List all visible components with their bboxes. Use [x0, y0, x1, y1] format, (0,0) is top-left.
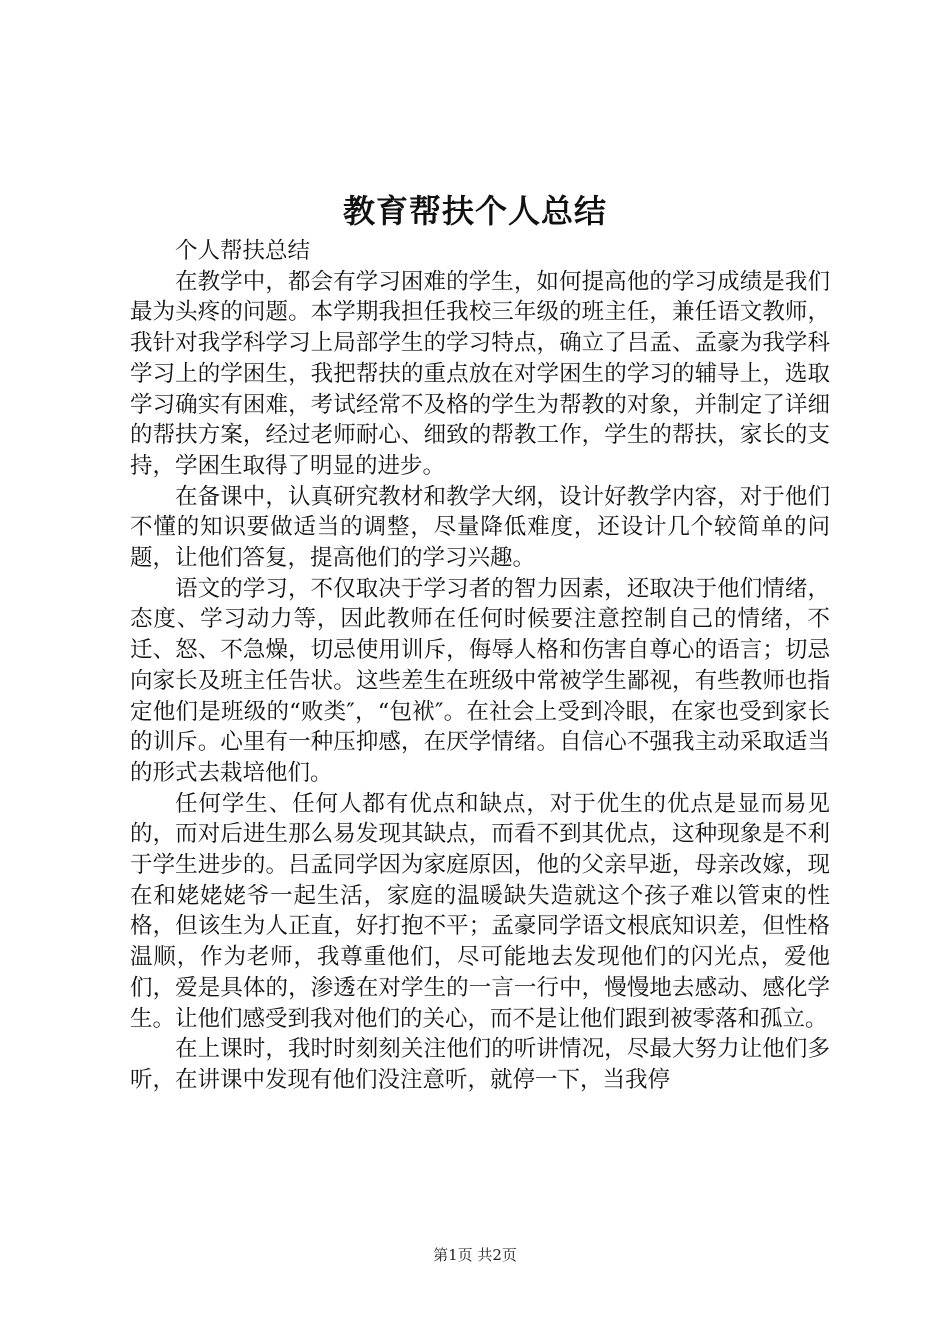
subtitle-paragraph: 个人帮扶总结: [175, 238, 311, 264]
page-footer: 第1页 共2页: [433, 1246, 517, 1264]
document-title: 教育帮扶个人总结: [342, 192, 607, 230]
body-paragraph: 任何学生、任何人都有优点和缺点，对于优生的优点是显而易见的，而对后进生那么易发现其缺点，而看不到其优点，这种现象是不利于学生进步的。吕孟同学因为家庭原因，他的父亲早逝，母亲改嫁，现在和姥姥姥爷一起生活，家庭的温暖缺失造就这个孩子难以管束的性格，但该生为人正直，好打抱不平；孟豪同学语文根底知识差，但性格温顺，作为老师，我尊重他们，尽可能地去发现他们的闪光点，爱他们，爱是具体的，渗透在对学生的一言一行中，慢慢地去感动、感化学生。让他们感受到我对他们的关心，而不是让他们跟到被零落和孤立。: [130, 790, 830, 1032]
document-body: [130, 236, 830, 1096]
body-paragraph: 在备课中，认真研究教材和教学大纲，设计好教学内容，对于他们不懂的知识要做适当的调整，尽量降低难度，还设计几个较简单的问题，让他们答复，提高他们的学习兴趣。: [130, 483, 830, 572]
body-paragraph: 在教学中，都会有学习困难的学生，如何提高他的学习成绩是我们最为头疼的问题。本学期我担任我校三年级的班主任，兼任语文教师，我针对我学科学习上局部学生的学习特点，确立了吕孟、孟豪为我学科学习上的学困生，我把帮扶的重点放在对学困生的学习的辅导上，选取学习确实有困难，考试经常不及格的学生为帮教的对象，并制定了详细的帮扶方案，经过老师耐心、细致的帮教工作，学生的帮扶，家长的支持，学困生取得了明显的进步。: [130, 268, 830, 479]
body-paragraph: 在上课时，我时时刻刻关注他们的听讲情况，尽最大努力让他们多听，在讲课中发现有他们没注意听，就停一下，当我停: [130, 1036, 830, 1093]
body-paragraph: 语文的学习，不仅取决于学习者的智力因素，还取决于他们情绪，态度、学习动力等，因此教师在任何时候要注意控制自己的情绪，不迁、怒、不急燥，切忌使用训斥，侮辱人格和伤害自尊心的语言；切忌向家长及班主任告状。这些差生在班级中常被学生鄙视，有些教师也指定他们是班级的“败类″，“包袱″。在社会上受到冷眼，在家也受到家长的训斥。心里有一种压抑感，在厌学情绪。自信心不强我主动采取适当的形式去栽培他们。: [130, 575, 830, 786]
